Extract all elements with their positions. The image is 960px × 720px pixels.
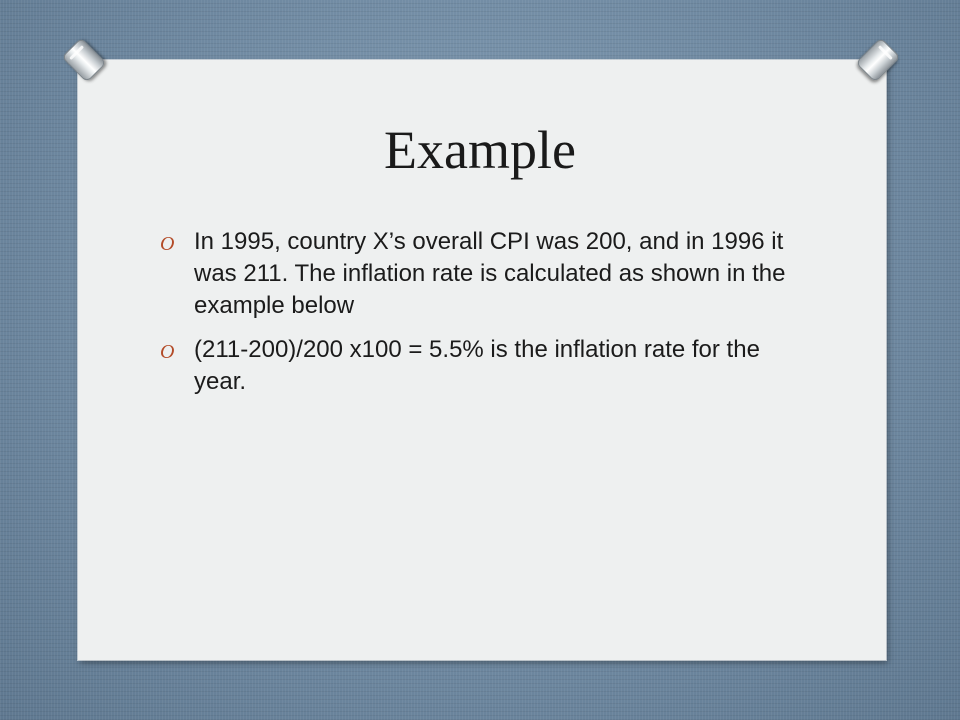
- bullet-marker-icon: O: [160, 341, 175, 363]
- bullet-text: (211-200)/200 x100 = 5.5% is the inflation rate for the year.: [194, 336, 760, 395]
- slide-title: Example: [384, 120, 576, 180]
- bullet-item: [160, 226, 800, 322]
- bullet-marker-icon: O: [160, 233, 175, 255]
- bullet-list: [160, 226, 800, 410]
- bullet-item: [160, 334, 800, 398]
- bullet-text: In 1995, country X’s overall CPI was 200, and in 1996 it was 211. The inflation rate is calculated as shown in the example below: [194, 228, 786, 319]
